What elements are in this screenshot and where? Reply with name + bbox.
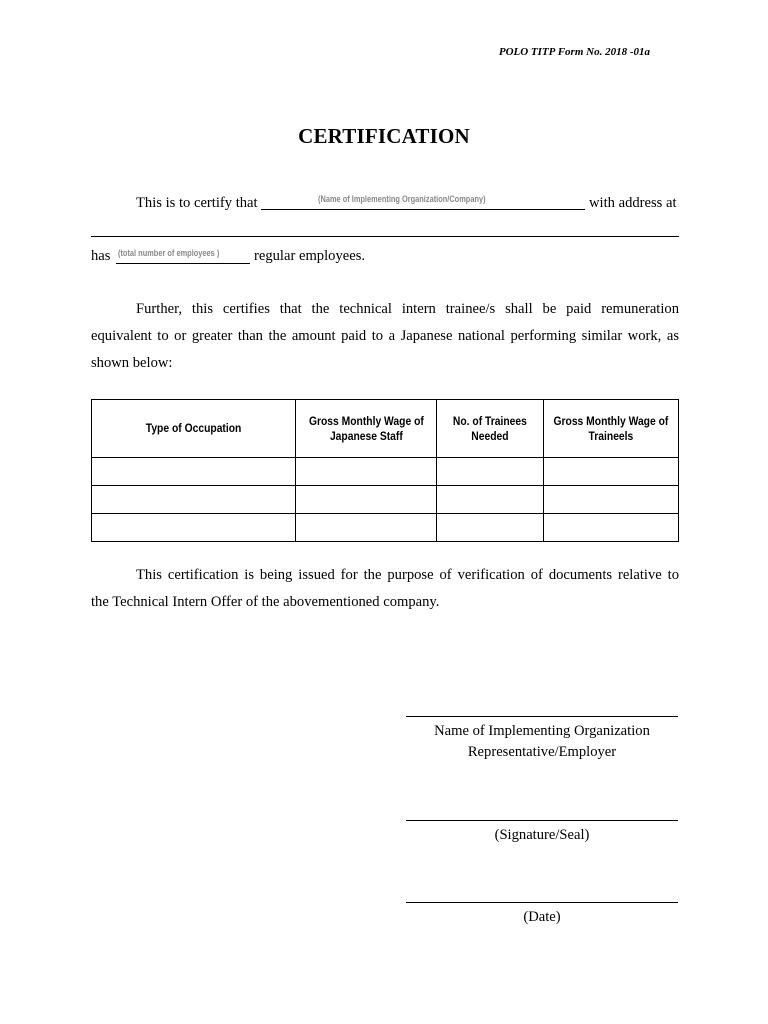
representative-label-line1: Name of Implementing Organization <box>434 723 650 739</box>
employees-field[interactable] <box>116 263 250 264</box>
form-number: POLO TITP Form No. 2018 -01a <box>498 46 650 58</box>
has-lead: has <box>91 248 111 264</box>
signature-label: (Signature/Seal) <box>494 827 590 843</box>
certify-lead: This is to certify that <box>136 195 258 211</box>
remuneration-line1: Further, this certifies that the technical intern trainee/s shall be paid remuneration <box>136 301 679 317</box>
header-wage-trainees: Gross Monthly Wage of Traineels <box>544 400 679 458</box>
address-field[interactable] <box>91 236 679 237</box>
table-row <box>92 486 679 514</box>
header-wage-japanese-staff: Gross Monthly Wage of Japanese Staff <box>295 400 437 458</box>
table-cell[interactable] <box>295 514 437 542</box>
table-cell[interactable] <box>544 514 679 542</box>
table-cell[interactable] <box>437 458 544 486</box>
table-cell[interactable] <box>92 458 296 486</box>
table-row <box>92 514 679 542</box>
signature-line[interactable] <box>406 820 678 821</box>
table-cell[interactable] <box>295 458 437 486</box>
table-cell[interactable] <box>92 486 296 514</box>
representative-label-line2: Representative/Employer <box>467 744 617 760</box>
representative-name-line[interactable] <box>406 716 678 717</box>
date-label: (Date) <box>523 909 561 925</box>
remuneration-line2: equivalent to or greater than the amount paid to a Japanese national performing similar work, as <box>91 328 679 344</box>
remuneration-line3: shown below: <box>91 355 173 371</box>
table-cell[interactable] <box>544 458 679 486</box>
table-cell[interactable] <box>295 486 437 514</box>
address-lead: with address at <box>589 195 677 211</box>
org-name-field[interactable] <box>261 209 585 210</box>
purpose-line1: This certification is being issued for the purpose of verification of documents relative to <box>136 567 679 583</box>
employees-placeholder: (total number of employees ) <box>118 248 220 259</box>
table-header-row <box>92 400 679 458</box>
date-line[interactable] <box>406 902 678 903</box>
occupation-table <box>91 399 679 542</box>
table-cell[interactable] <box>92 514 296 542</box>
purpose-line2: the Technical Intern Offer of the abovementioned company. <box>91 594 440 610</box>
table-cell[interactable] <box>437 514 544 542</box>
table-cell[interactable] <box>437 486 544 514</box>
header-type-of-occupation: Type of Occupation <box>92 400 296 458</box>
org-name-placeholder: (Name of Implementing Organization/Company) <box>318 194 486 205</box>
employees-tail: regular employees. <box>254 248 366 264</box>
table-cell[interactable] <box>544 486 679 514</box>
header-no-of-trainees: No. of Trainees Needed <box>437 400 544 458</box>
page-title: CERTIFICATION <box>298 124 470 148</box>
table-row <box>92 458 679 486</box>
